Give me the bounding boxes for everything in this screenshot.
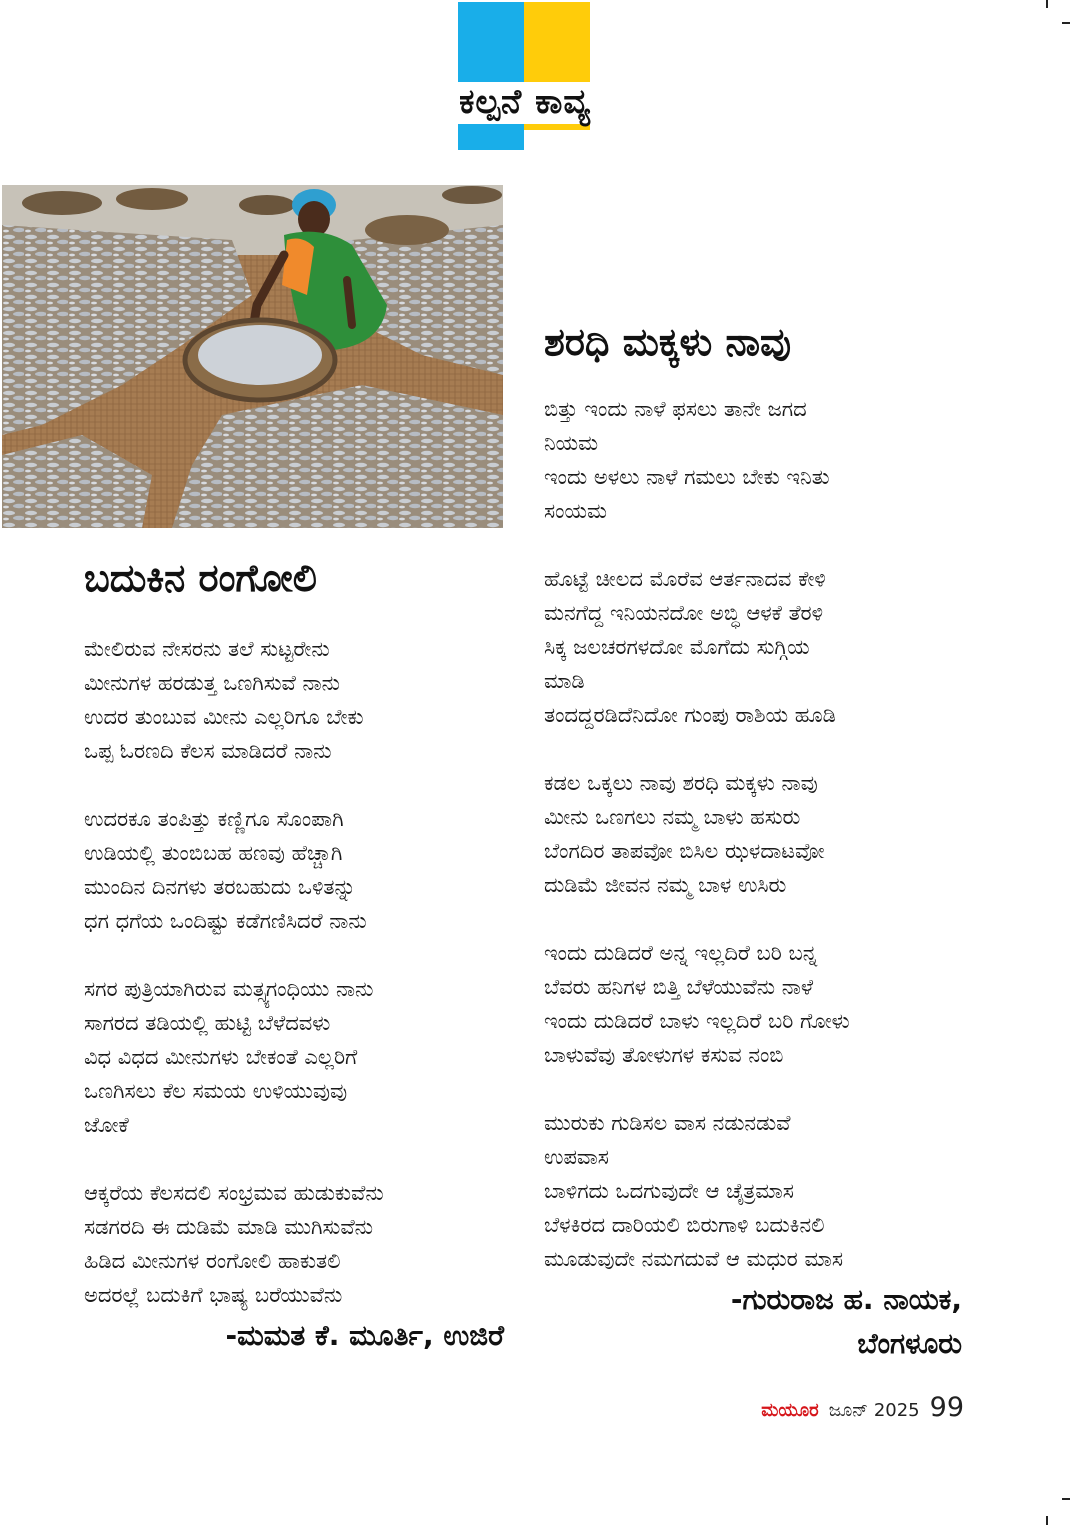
issue-date: ಜೂನ್ 2025	[828, 1400, 920, 1421]
poem-line: ಬೆಂಗದಿರ ತಾಪವೋ ಬಿಸಿಲ ಝಳದಾಟವೋ	[544, 838, 825, 863]
poem-line: ಜೋಕೆ	[84, 1112, 129, 1137]
poem-line: ವಿಧ ವಿಧದ ಮೀನುಗಳು ಬೇಕಂತೆ ಎಲ್ಲರಿಗೆ	[84, 1044, 358, 1069]
poem-line: ಮೀನುಗಳ ಹರಡುತ್ತ ಒಣಗಿಸುವೆ ನಾನು	[84, 670, 340, 695]
page-number: 99	[929, 1392, 964, 1423]
poem-line: ಸಂಯಮ	[544, 498, 607, 523]
logo-blue-block	[458, 2, 524, 150]
poem-title: ಶರಧಿ ಮಕ್ಕಳು ನಾವು	[544, 320, 792, 364]
stanza	[544, 562, 964, 732]
poem-badukina-rangoli	[84, 556, 514, 1358]
stanza	[544, 766, 964, 902]
crop-mark	[1046, 1516, 1048, 1525]
poem-line: ಧಗ ಧಗೆಯ ಒಂದಿಷ್ಟು ಕಡೆಗಣಿಸಿದರೆ ನಾನು	[84, 908, 367, 933]
stanza	[544, 936, 964, 1072]
poem-line: ಬಾಳುವೆವು ತೋಳುಗಳ ಕಸುವ ನಂಬಿ	[544, 1042, 784, 1067]
crop-mark	[1046, 0, 1048, 8]
poem-line: ಉಪವಾಸ	[544, 1144, 609, 1169]
poem-line: ಸಾಗರದ ತಡಿಯಲ್ಲಿ ಹುಟ್ಟಿ ಬೆಳೆದವಳು	[84, 1010, 331, 1035]
poem-line: ಒಣಗಿಸಲು ಕೆಲ ಸಮಯ ಉಳಿಯುವುವು	[84, 1078, 348, 1103]
poem-line: ಮಾಡಿ	[544, 668, 585, 693]
poem-line: ಮೇಲಿರುವ ನೇಸರನು ತಲೆ ಸುಟ್ಟರೇನು	[84, 636, 330, 661]
section-title: ಕಲ್ಪನೆ ಕಾವ್ಯ	[459, 82, 591, 122]
stanza	[84, 632, 514, 768]
poem-line: ಇಂದು ದುಡಿದರೆ ಅನ್ನ ಇಲ್ಲದಿರೆ ಬರಿ ಬನ್ನ	[544, 940, 818, 965]
poem-line: ಬೆವರು ಹನಿಗಳ ಬಿತ್ತಿ ಬೆಳೆಯುವೆನು ನಾಳೆ	[544, 974, 814, 999]
poem-line: ಹೊಟ್ಟೆ ಚೀಲದ ಮೊರೆವ ಆರ್ತನಾದವ ಕೇಳಿ	[544, 566, 826, 591]
poem-author-city: ಬೆಂಗಳೂರು	[857, 1326, 962, 1360]
poem-author: -ಮಮತ ಕೆ. ಮೂರ್ತಿ, ಉಜಿರೆ	[225, 1318, 504, 1352]
poem-line: ಅದರಲ್ಲೆ ಬದುಕಿಗೆ ಭಾಷ್ಯ ಬರೆಯುವೆನು	[84, 1282, 343, 1307]
poem-line: ಆಕ್ಕರೆಯ ಕೆಲಸದಲಿ ಸಂಭ್ರಮವ ಹುಡುಕುವೆನು	[84, 1180, 384, 1205]
poem-line: ಮುರುಕು ಗುಡಿಸಲ ವಾಸ ನಡುನಡುವೆ	[544, 1110, 791, 1135]
poem-line: ಕಡಲ ಒಕ್ಕಲು ನಾವು ಶರಧಿ ಮಕ್ಕಳು ನಾವು	[544, 770, 818, 795]
poem-title: ಬದುಕಿನ ರಂಗೋಲಿ	[84, 556, 317, 600]
crop-mark	[1062, 1498, 1070, 1500]
section-logo	[458, 2, 590, 150]
crop-mark	[1062, 22, 1070, 24]
page-footer	[746, 1392, 964, 1426]
poem-line: ಬಿತ್ತು ಇಂದು ನಾಳೆ ಫಸಲು ತಾನೇ ಜಗದ	[544, 396, 807, 421]
poem-line: ಸಿಕ್ಕ ಜಲಚರಗಳದೋ ಮೊಗೆದು ಸುಗ್ಗಿಯ	[544, 634, 810, 659]
poem-line: ಉದರ ತುಂಬುವ ಮೀನು ಎಲ್ಲರಿಗೂ ಬೇಕು	[84, 704, 364, 729]
poem-line: ಬೆಳಕಿರದ ದಾರಿಯಲಿ ಬಿರುಗಾಳಿ ಬದುಕಿನಲಿ	[544, 1212, 825, 1237]
poem-line: ತಂದದ್ದರಡಿದೆನಿದೋ ಗುಂಪು ರಾಶಿಯ ಹೂಡಿ	[544, 702, 836, 727]
poem-sharadhi-makkalu-navu	[544, 320, 964, 1366]
poem-line: ಸಡಗರದಿ ಈ ದುಡಿಮೆ ಮಾಡಿ ಮುಗಿಸುವೆನು	[84, 1214, 374, 1239]
poem-line: ಹಿಡಿದ ಮೀನುಗಳ ರಂಗೋಲಿ ಹಾಕುತಲಿ	[84, 1248, 341, 1273]
stanza	[84, 972, 514, 1142]
stanza	[544, 392, 964, 528]
woman-drying-fish-photo	[2, 185, 503, 528]
poem-line: ಮನಗೆದ್ದ ಇನಿಯನದೋ ಅಬ್ಧಿ ಆಳಕೆ ತೆರಳಿ	[544, 600, 824, 625]
poem-line: ಬಾಳಿಗದು ಒದಗುವುದೇ ಆ ಚೈತ್ರಮಾಸ	[544, 1178, 794, 1203]
poem-line: ಮೂಡುವುದೇ ನಮಗದುವೆ ಆ ಮಧುರ ಮಾಸ	[544, 1246, 843, 1271]
poem-line: ಉದರಕೂ ತಂಪಿತ್ತು ಕಣ್ಣಿಗೂ ಸೊಂಪಾಗಿ	[84, 806, 344, 831]
stanza	[544, 1106, 964, 1276]
poem-line: ಇಂದು ಅಳಲು ನಾಳೆ ಗಮಲು ಬೇಕು ಇನಿತು	[544, 464, 830, 489]
poem-line: ನಿಯಮ	[544, 430, 599, 455]
stanza	[84, 802, 514, 938]
stanza	[84, 1176, 514, 1312]
poem-line: ಉಡಿಯಲ್ಲಿ ತುಂಬಿಬಹ ಹಣವು ಹೆಚ್ಚಾಗಿ	[84, 840, 343, 865]
poem-line: ಸಗರ ಪುತ್ರಿಯಾಗಿರುವ ಮತ್ಸ್ಯಗಂಧಿಯು ನಾನು	[84, 976, 374, 1001]
magazine-name: ಮಯೂರ	[761, 1400, 819, 1421]
poem-line: ಮುಂದಿನ ದಿನಗಳು ತರಬಹುದು ಒಳಿತನ್ನು	[84, 874, 356, 899]
poem-line: ಒಪ್ಪ ಓರಣದಿ ಕೆಲಸ ಮಾಡಿದರೆ ನಾನು	[84, 738, 332, 763]
poem-line: ಇಂದು ದುಡಿದರೆ ಬಾಳು ಇಲ್ಲದಿರೆ ಬರಿ ಗೋಳು	[544, 1008, 850, 1033]
poem-line: ದುಡಿಮೆ ಜೀವನ ನಮ್ಮ ಬಾಳ ಉಸಿರು	[544, 872, 787, 897]
poem-line: ಮೀನು ಒಣಗಲು ನಮ್ಮ ಬಾಳು ಹಸುರು	[544, 804, 801, 829]
poem-author: -ಗುರುರಾಜ ಹ. ನಾಯಕ,	[730, 1282, 962, 1316]
